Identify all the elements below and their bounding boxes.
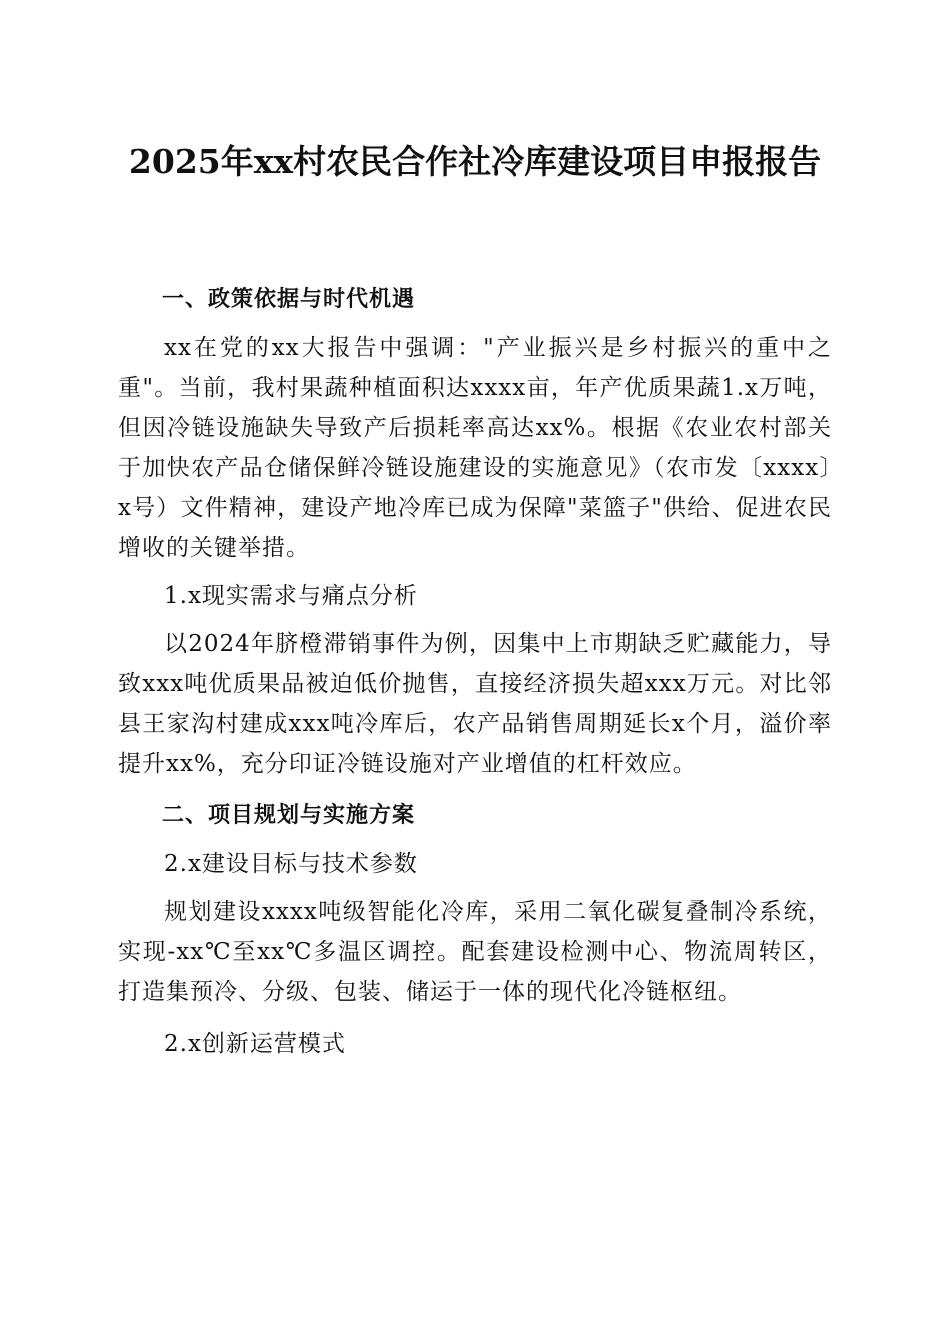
subheading-needs: 1.x现实需求与痛点分析 [164, 583, 418, 609]
paragraph-targets: 规划建设xxxx吨级智能化冷库，采用二氧化碳复叠制冷系统，实现-xx℃至xx℃多温区调控。配套建设检测中心、物流周转区，打造集预冷、分级、包装、储运于一体的现代化冷链枢纽。 [118, 899, 832, 1005]
subheading-targets: 2.x建设目标与技术参数 [164, 851, 418, 877]
section-heading-plan: 二、项目规划与实施方案 [162, 803, 416, 828]
paragraph-needs: 以2024年脐橙滞销事件为例，因集中上市期缺乏贮藏能力，导致xxx吨优质果品被迫低价抛售，直接经济损失超xxx万元。对比邻县王家沟村建成xxx吨冷库后，农产品销售周期延长x个月，溢价率提升xx%，充分印证冷链设施对产业增值的杠杆效应。 [118, 631, 832, 777]
document-body [118, 280, 832, 1064]
section-heading-policy: 一、政策依据与时代机遇 [162, 287, 416, 312]
document-title: 2025年xx村农民合作社冷库建设项目申报报告 [128, 142, 822, 181]
subheading-operation: 2.x创新运营模式 [164, 1031, 346, 1057]
paragraph-policy: xx在党的xx大报告中强调："产业振兴是乡村振兴的重中之重"。当前，我村果蔬种植面积达xxxx亩，年产优质果蔬1.x万吨，但因冷链设施缺失导致产后损耗率高达xx%。根据《农业农村部关于加快农产品仓储保鲜冷链设施建设的实施意见》（农市发〔xxxx〕x号）文件精神，建设产地冷库已成为保障"菜篮子"供给、促进农民增收的关键举措。 [118, 335, 832, 561]
